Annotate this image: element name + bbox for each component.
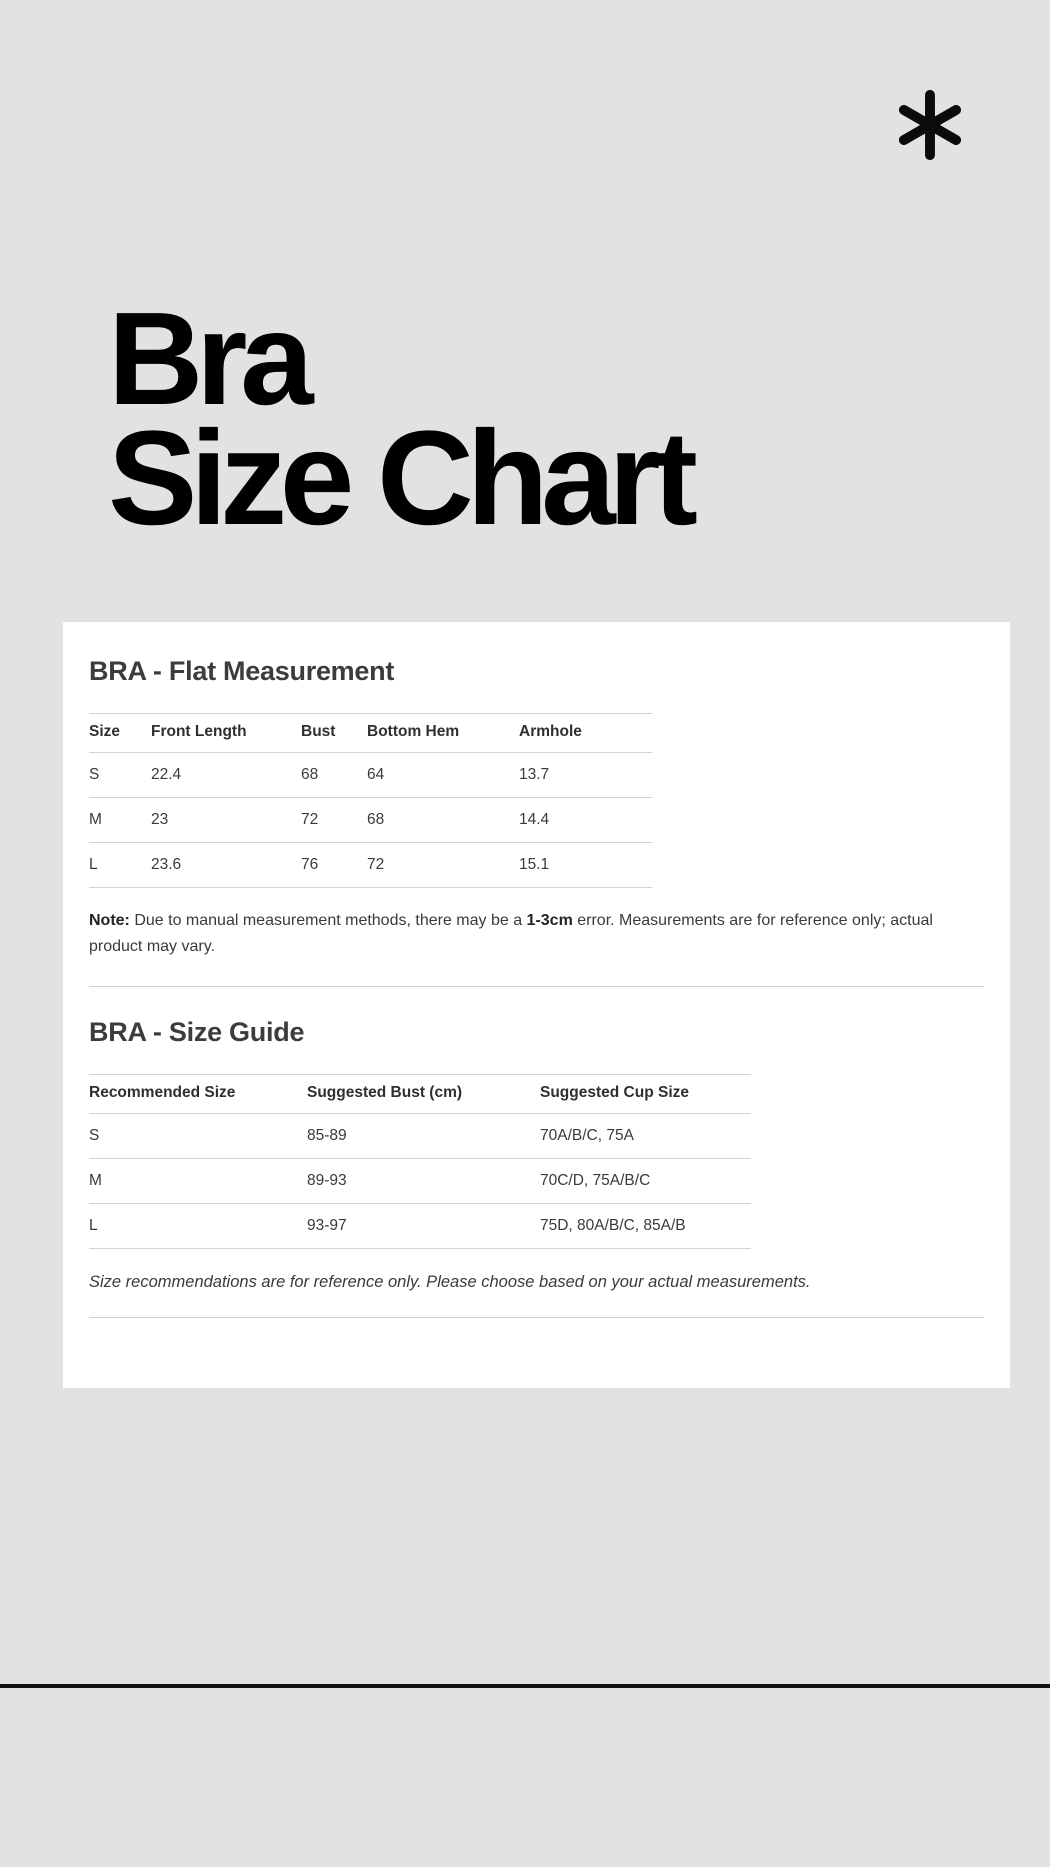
cell-armhole: 13.7 <box>519 753 652 798</box>
section-divider <box>89 986 984 987</box>
cell-bottom-hem: 64 <box>367 753 519 798</box>
measurement-note <box>89 908 984 960</box>
note-text-second: error. Measurements are for reference only; actual product may vary. <box>89 912 933 955</box>
column-header-bottom-hem: Bottom Hem <box>367 714 519 753</box>
cell-suggested-cup-size: 70C/D, 75A/B/C <box>540 1158 751 1203</box>
note-tolerance: 1-3cm <box>526 912 573 929</box>
column-header-suggested-cup-size: Suggested Cup Size <box>540 1074 751 1113</box>
asterisk-icon <box>885 80 975 170</box>
table-row <box>89 753 652 798</box>
size-chart-card <box>63 622 1010 1388</box>
table-row <box>89 1203 751 1248</box>
cell-size: M <box>89 798 151 843</box>
page-title-line-2: Size Chart <box>108 404 691 554</box>
cell-size: S <box>89 753 151 798</box>
table-row <box>89 1113 751 1158</box>
cell-size: L <box>89 843 151 888</box>
flat-measurement-heading: BRA - Flat Measurement <box>89 656 395 686</box>
page-title-line-1: Bra <box>108 285 307 433</box>
cell-armhole: 15.1 <box>519 843 652 888</box>
flat-measurement-table <box>89 713 652 888</box>
size-guide-footnote: Size recommendations are for reference only. Please choose based on your actual measurements. <box>89 1272 811 1291</box>
cell-suggested-bust: 85-89 <box>307 1113 540 1158</box>
column-header-front-length: Front Length <box>151 714 301 753</box>
cell-bust: 76 <box>301 843 367 888</box>
note-label: Note: <box>89 912 130 929</box>
cell-front-length: 23.6 <box>151 843 301 888</box>
cell-bust: 68 <box>301 753 367 798</box>
page-bottom-rule <box>0 1684 1050 1688</box>
cell-front-length: 22.4 <box>151 753 301 798</box>
cell-front-length: 23 <box>151 798 301 843</box>
table-header-row <box>89 1074 751 1113</box>
column-header-suggested-bust: Suggested Bust (cm) <box>307 1074 540 1113</box>
cell-recommended-size: L <box>89 1203 307 1248</box>
cell-suggested-bust: 89-93 <box>307 1158 540 1203</box>
cell-bottom-hem: 68 <box>367 798 519 843</box>
table-header-row <box>89 714 652 753</box>
cell-recommended-size: M <box>89 1158 307 1203</box>
cell-bust: 72 <box>301 798 367 843</box>
cell-bottom-hem: 72 <box>367 843 519 888</box>
card-bottom-rule <box>89 1317 984 1318</box>
page-title <box>108 285 928 554</box>
size-guide-heading: BRA - Size Guide <box>89 1016 305 1047</box>
note-text-first: Due to manual measurement methods, there may be a <box>129 912 527 929</box>
cell-suggested-cup-size: 75D, 80A/B/C, 85A/B <box>540 1203 751 1248</box>
table-row <box>89 1158 751 1203</box>
column-header-recommended-size: Recommended Size <box>89 1074 307 1113</box>
cell-recommended-size: S <box>89 1113 307 1158</box>
table-row <box>89 843 652 888</box>
cell-armhole: 14.4 <box>519 798 652 843</box>
size-guide-table <box>89 1074 751 1249</box>
column-header-size: Size <box>89 714 151 753</box>
column-header-armhole: Armhole <box>519 714 652 753</box>
column-header-bust: Bust <box>301 714 367 753</box>
cell-suggested-cup-size: 70A/B/C, 75A <box>540 1113 751 1158</box>
table-row <box>89 798 652 843</box>
cell-suggested-bust: 93-97 <box>307 1203 540 1248</box>
